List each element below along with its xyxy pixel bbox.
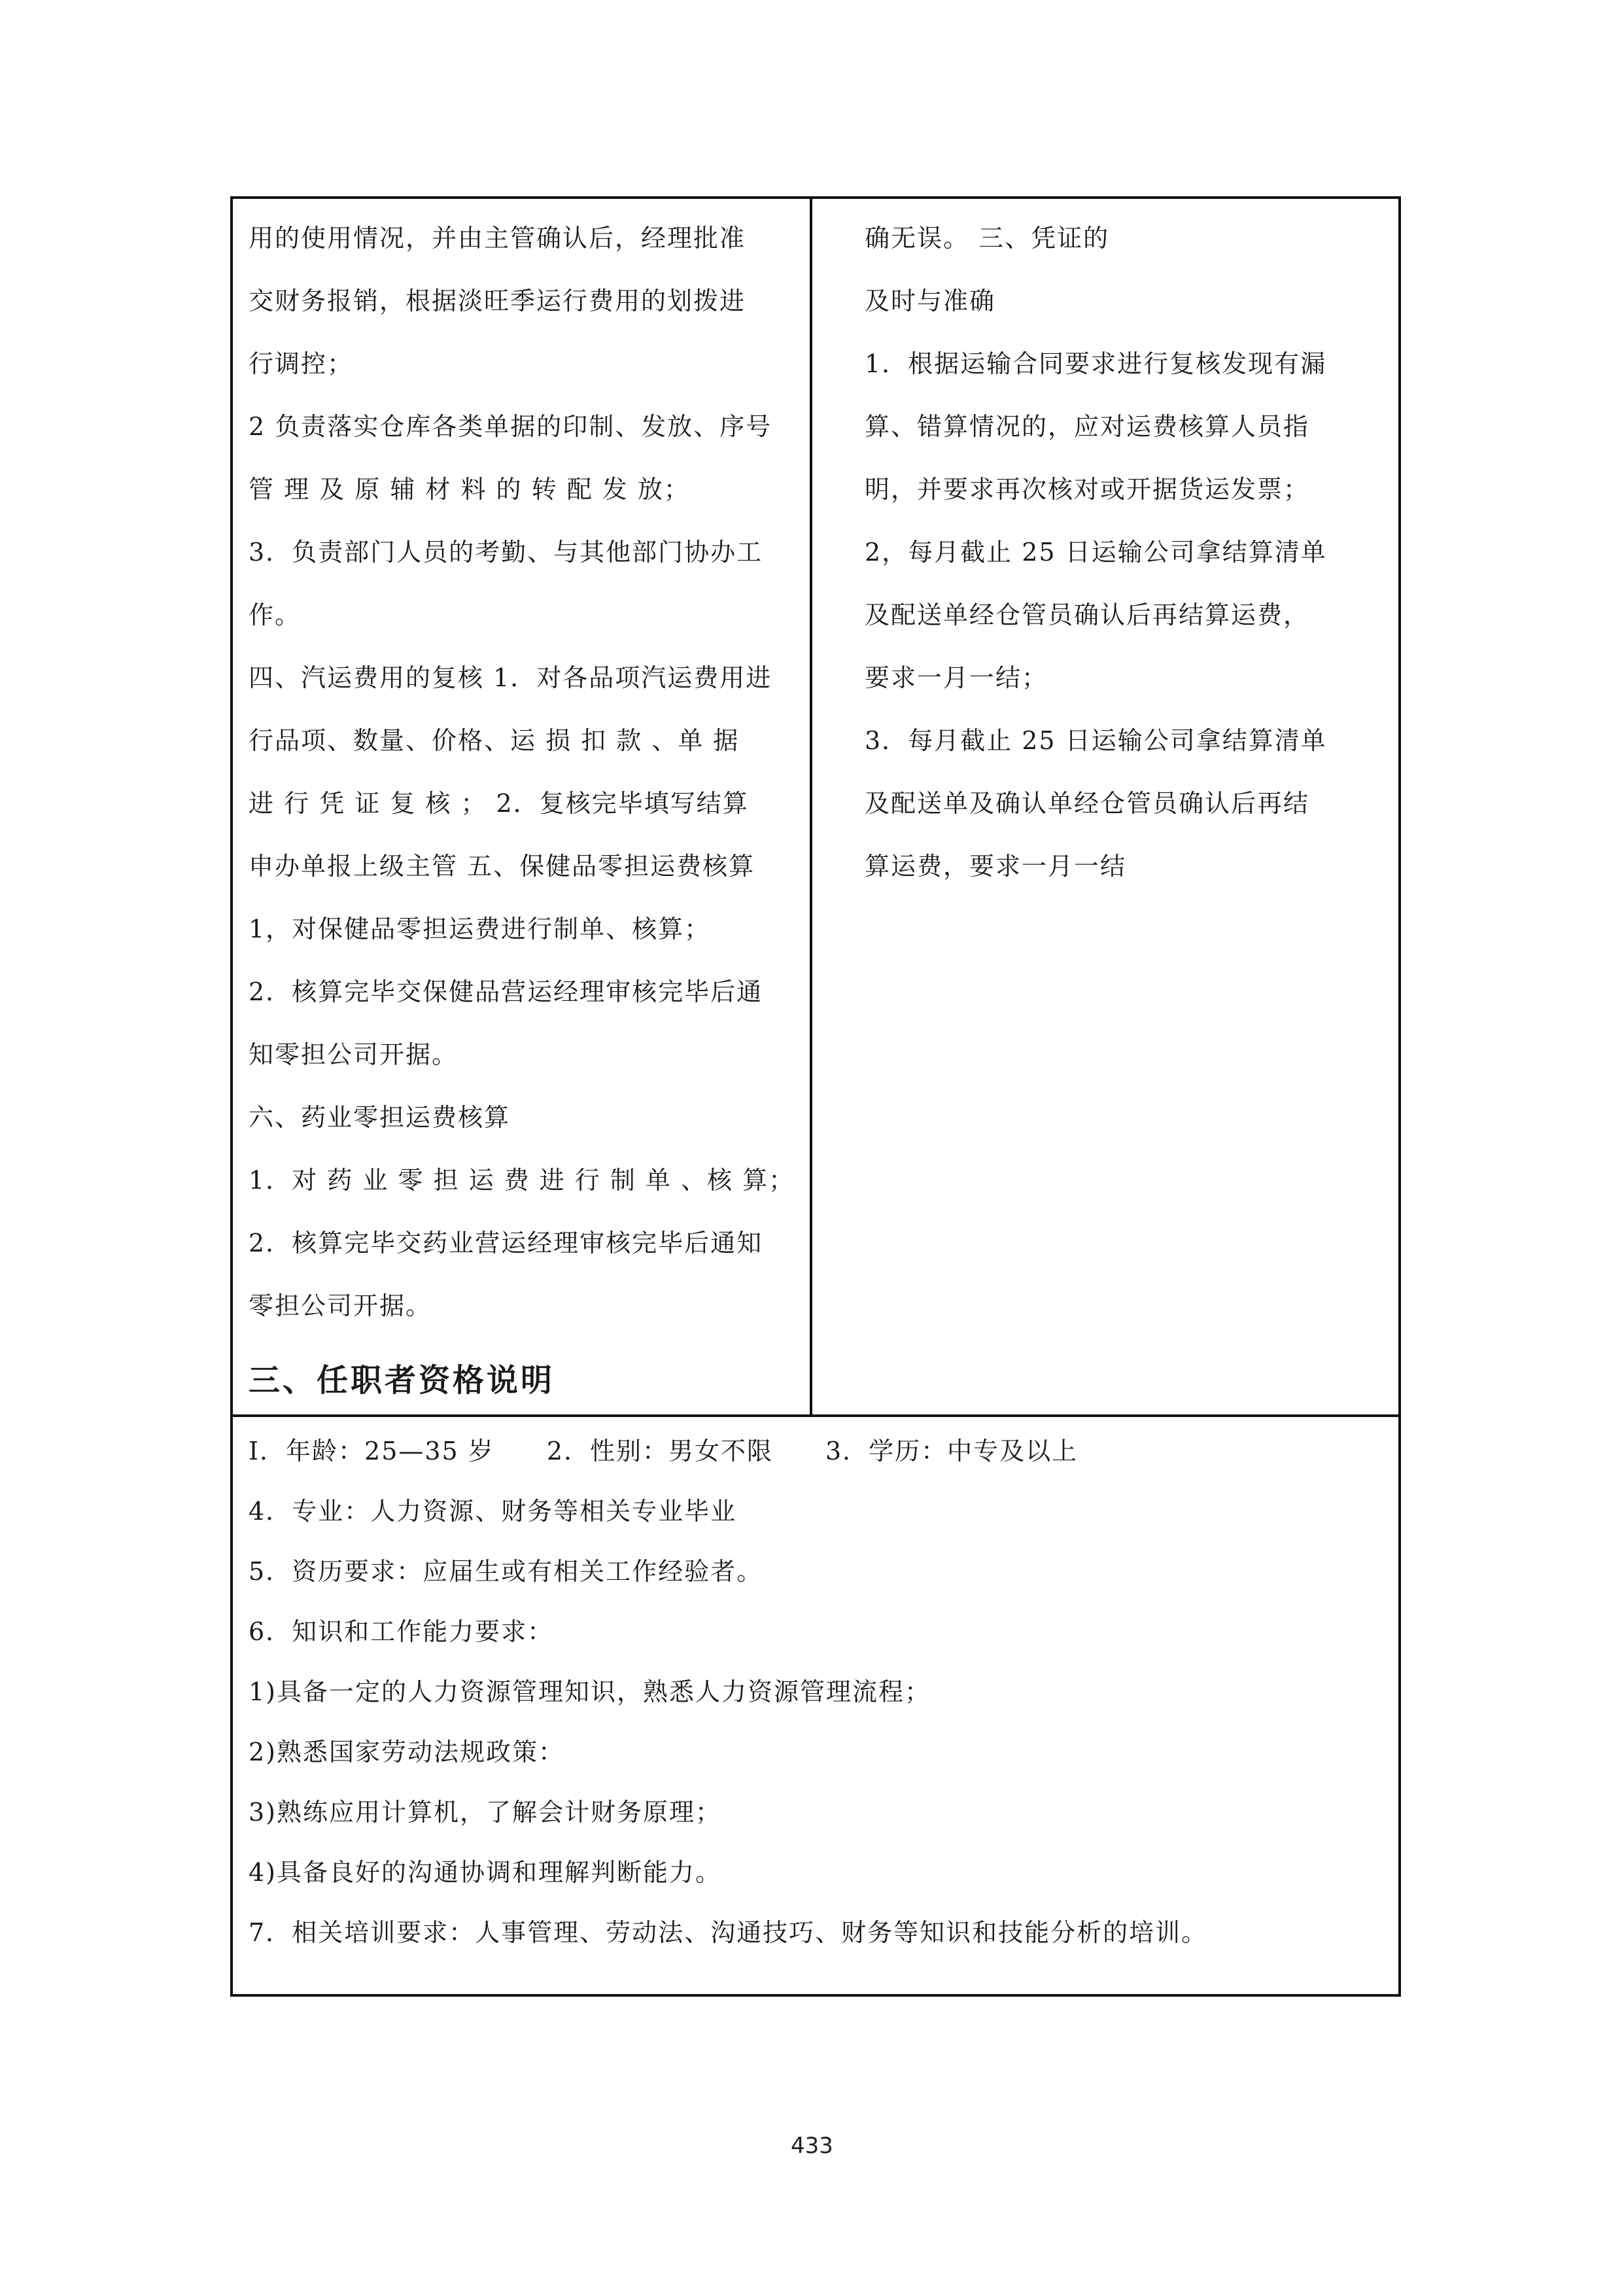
right-line: 及配送单及确认单经仓管员确认后再结 [865,789,1310,818]
left-duties-cell [233,199,812,1414]
left-line: 进 行 凭 证 复 核 ； 2．复核完毕填写结算 [249,789,749,818]
section-title: 三、任职者资格说明 [249,1362,555,1399]
gender-requirement: 2．性别：男女不限 [546,1437,773,1465]
right-line: 1．根据运输合同要求进行复核发现有漏 [865,349,1327,378]
qualification-line: 4)具备良好的沟通协调和理解判断能力。 [249,1858,722,1887]
left-line: 3．负责部门人员的考勤、与其他部门协办工 [249,538,763,567]
qualifications-cell [233,1417,1398,1994]
qualification-line: 3)熟练应用计算机，了解会计财务原理； [249,1798,722,1827]
qualification-line: 1)具备一定的人力资源管理知识，熟悉人力资源管理流程； [249,1677,931,1706]
left-line: 六、药业零担运费核算 [249,1103,511,1132]
duties-row [233,199,1398,1417]
left-line: 行调控； [249,349,354,378]
left-line: 零担公司开据。 [249,1291,432,1320]
education-requirement: 3．学历：中专及以上 [825,1437,1079,1465]
left-line: 交财务报销，根据淡旺季运行费用的划拨进 [249,287,746,315]
qualification-line: 6．知识和工作能力要求： [249,1617,554,1646]
left-line: 2 负责落实仓库各类单据的印制、发放、序号 [249,412,772,441]
qualification-basic-line [249,1421,1383,1481]
right-line: 3．每月截止 25 日运输公司拿结算清单 [865,726,1327,755]
left-line: 知零担公司开据。 [249,1040,458,1069]
right-line: 要求一月一结； [865,663,1048,692]
qualification-line: 2)熟悉国家劳动法规政策： [249,1738,565,1766]
right-line: 2，每月截止 25 日运输公司拿结算清单 [865,538,1327,567]
right-line: 明，并要求再次核对或开据货运发票； [865,475,1310,504]
right-line: 及时与准确 [865,287,996,315]
job-description-table [230,196,1401,1997]
left-line: 2．核算完毕交保健品营运经理审核完毕后通 [249,977,763,1006]
right-line: 算运费，要求一月一结 [865,852,1127,881]
right-line: 算、错算情况的，应对运费核算人员指 [865,412,1310,441]
left-line: 用的使用情况，并由主管确认后，经理批准 [249,224,746,253]
qualification-line: 4．专业：人力资源、财务等相关专业毕业 [249,1497,737,1526]
qualification-line: 7．相关培训要求：人事管理、劳动法、沟通技巧、财务等知识和技能分析的培训。 [249,1918,1208,1947]
age-requirement: I．年龄：25—35 岁 [249,1437,494,1465]
right-duties-cell [812,199,1398,1414]
left-line: 1，对保健品零担运费进行制单、核算； [249,915,711,943]
left-line: 行品项、数量、价格、运 损 扣 款 、单 据 [249,726,740,755]
right-line: 及配送单经仓管员确认后再结算运费， [865,601,1310,629]
left-line: 四、汽运费用的复核 1．对各品项汽运费用进 [249,663,772,692]
left-line: 申办单报上级主管 五、保健品零担运费核算 [249,852,755,881]
qualification-line: 5．资历要求：应届生或有相关工作经验者。 [249,1557,763,1586]
left-line: 管 理 及 原 辅 材 料 的 转 配 发 放； [249,475,690,504]
left-line: 1．对 药 业 零 担 运 费 进 行 制 单 、核 算； [249,1166,795,1195]
page-number: 433 [791,2133,833,2159]
left-line: 2．核算完毕交药业营运经理审核完毕后通知 [249,1229,763,1257]
left-line: 作。 [249,601,302,629]
right-line: 确无误。 三、凭证的 [865,224,1110,253]
